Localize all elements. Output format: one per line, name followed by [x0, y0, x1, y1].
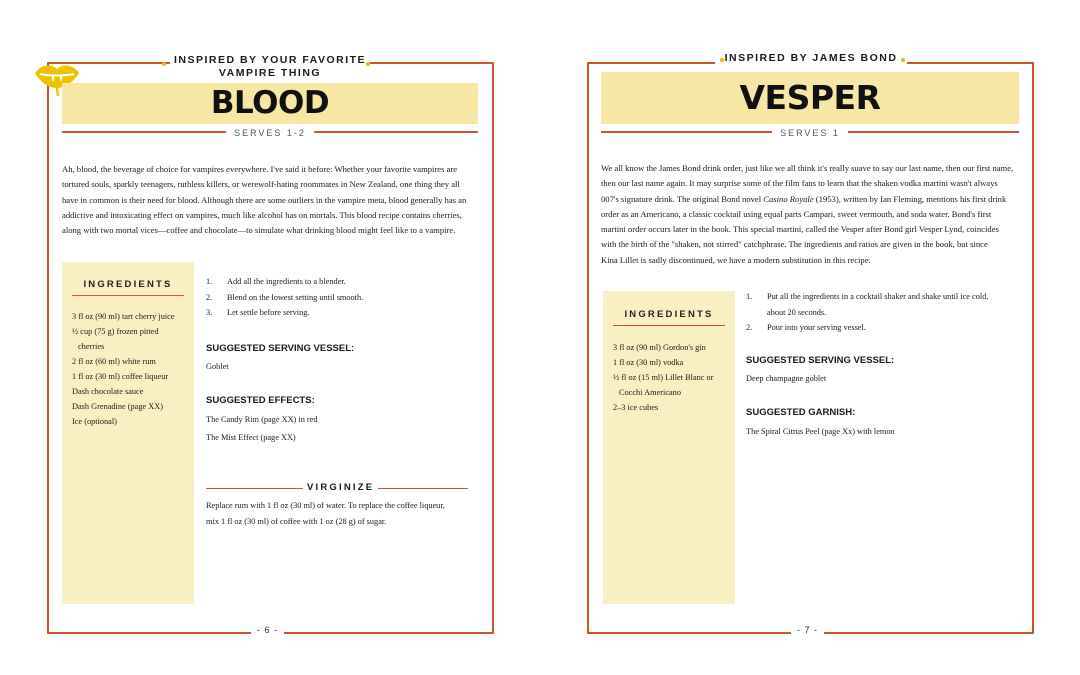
- vessel-heading: SUGGESTED SERVING VESSEL:: [746, 355, 895, 366]
- kicker-dot: [720, 58, 724, 62]
- step-item: 3. Let settle before serving.: [206, 308, 310, 318]
- step-item: 1. Put all the ingredients in a cocktail shaker and shake until ice cold,: [746, 292, 989, 301]
- kicker: [715, 52, 907, 65]
- intro-line: have in common is their need for blood. Although there are some outliers in the vampire meta, blood generally has an: [62, 194, 467, 205]
- ingredients-list: [72, 309, 194, 429]
- step-item: 2. Pour into your serving vessel.: [746, 323, 866, 333]
- intro-line: We all know the James Bond drink order, just like we all think it's really suave to say our last name, then our first name,: [601, 163, 1014, 173]
- effect-item: The Candy Rim (page XX) in red: [206, 415, 318, 424]
- kicker-line-2: VAMPIRE THING: [218, 67, 322, 79]
- ingredient-item: ½ cup (75 g) frozen pitted: [72, 327, 159, 336]
- kicker: [170, 54, 370, 80]
- ingredients-heading: INGREDIENTS: [83, 279, 173, 290]
- recipe-title: VESPER: [601, 72, 1019, 124]
- vessel-text: Goblet: [206, 362, 229, 371]
- ingredient-item: 2–3 ice cubes: [613, 403, 659, 412]
- intro-line: with the birth of the "shaken, not stirred" catchphrase. The ingredients and ratios are given in the book, but since: [601, 239, 988, 250]
- serves-label: SERVES 1: [772, 128, 848, 139]
- ingredients-box: [62, 262, 194, 604]
- ingredients-heading: INGREDIENTS: [624, 309, 714, 320]
- effects-heading: SUGGESTED EFFECTS:: [206, 395, 315, 406]
- ingredients-rule: [72, 295, 184, 296]
- vessel-heading: SUGGESTED SERVING VESSEL:: [206, 343, 355, 354]
- ingredient-item: 3 fl oz (90 ml) tart cherry juice: [72, 312, 175, 321]
- kicker-line-1: INSPIRED BY JAMES BOND: [724, 52, 898, 64]
- ingredient-item: 2 fl oz (60 ml) white rum: [72, 357, 156, 366]
- right-page: [540, 0, 1080, 675]
- steps-list: [206, 274, 476, 321]
- ingredient-item: Dash Grenadine (page XX): [72, 402, 163, 411]
- ingredient-item: 1 fl oz (30 ml) coffee liqueur: [72, 372, 169, 381]
- kicker-dot: [901, 58, 905, 62]
- virginize-text: [206, 498, 445, 529]
- ingredient-item: Dash chocolate sauce: [72, 387, 144, 396]
- page-number: - 6 -: [251, 625, 284, 635]
- intro-line: along with two mortal vices—coffee and chocolate—to simulate what drinking blood might feel like to a vampire.: [62, 225, 456, 236]
- effect-item: The Mist Effect (page XX): [206, 432, 296, 442]
- effects-list: [206, 411, 318, 446]
- steps-list: [746, 289, 1026, 336]
- ingredient-item: 3 fl oz (90 ml) Gordon's gin: [613, 343, 706, 352]
- kicker-dot: [366, 62, 370, 66]
- ingredient-item: 1 fl oz (30 ml) vodka: [613, 358, 684, 367]
- ingredient-item: cherries: [78, 342, 105, 351]
- ingredient-item: ½ fl oz (15 ml) Lillet Blanc or: [613, 373, 714, 382]
- intro-line: order as an Americano, a classic cocktail using equal parts Campari, sweet vermouth, and soda water. Bond's first: [601, 208, 992, 219]
- recipe-title: BLOOD: [62, 83, 478, 124]
- garnish-text: The Spiral Citrus Peel (page Xx) with lemon: [746, 427, 895, 436]
- ingredient-item: Cocchi Americano: [619, 388, 681, 397]
- intro-line: addictive and intoxicating effect on vampires, much like alcohol has on mortals. This blood recipe contains cherries,: [62, 209, 462, 220]
- virginize-line: mix 1 fl oz (30 ml) of coffee with 1 oz (28 g) of sugar.: [206, 516, 387, 526]
- intro-paragraph: [62, 162, 478, 238]
- step-item: 2. Blend on the lowest setting until smooth.: [206, 292, 364, 302]
- intro-line: then our last name again. It may surprise some of the film fans to learn that the shaken vodka martini wasn't always: [601, 178, 998, 189]
- ingredients-box: [603, 291, 735, 604]
- intro-line: tortured souls, sparkly teenagers, ruthless killers, or werewolf-hating roommates in New Zealand, one thing they all: [62, 179, 460, 190]
- intro-line: Kina Lillet is sadly discontinued, we have a modern substitution in this recipe.: [601, 254, 871, 265]
- intro-line: 007's signature drink. The original Bond novel Casino Royale (1953), written by Ian Fleming, mentions his first drink: [601, 193, 1007, 204]
- virginize-line: Replace rum with 1 fl oz (30 ml) of water. To replace the coffee liqueur,: [206, 501, 445, 510]
- ingredients-list: [613, 340, 735, 415]
- kicker-line-1: INSPIRED BY YOUR FAVORITE: [173, 54, 367, 66]
- page-number: - 7 -: [791, 625, 824, 635]
- step-item: 1. Add all the ingredients to a blender.: [206, 277, 346, 286]
- garnish-heading: SUGGESTED GARNISH:: [746, 407, 856, 418]
- vessel-text: Deep champagne goblet: [746, 374, 827, 383]
- serves-label: SERVES 1-2: [226, 128, 314, 139]
- kicker-dot: [162, 62, 166, 66]
- ingredients-rule: [613, 325, 725, 326]
- virginize-heading: VIRGINIZE: [303, 482, 378, 493]
- step-item: about 20 seconds.: [767, 307, 827, 317]
- intro-line: martini order occurs later in the book. This special martini, called the Vesper after Bond girl Vesper Lynd, coincides: [601, 224, 999, 235]
- intro-line: Ah, blood, the beverage of choice for vampires everywhere. I've said it before: Whether your favorite vampires are: [62, 164, 458, 174]
- intro-paragraph: [601, 161, 1031, 268]
- ingredient-item: Ice (optional): [72, 417, 117, 426]
